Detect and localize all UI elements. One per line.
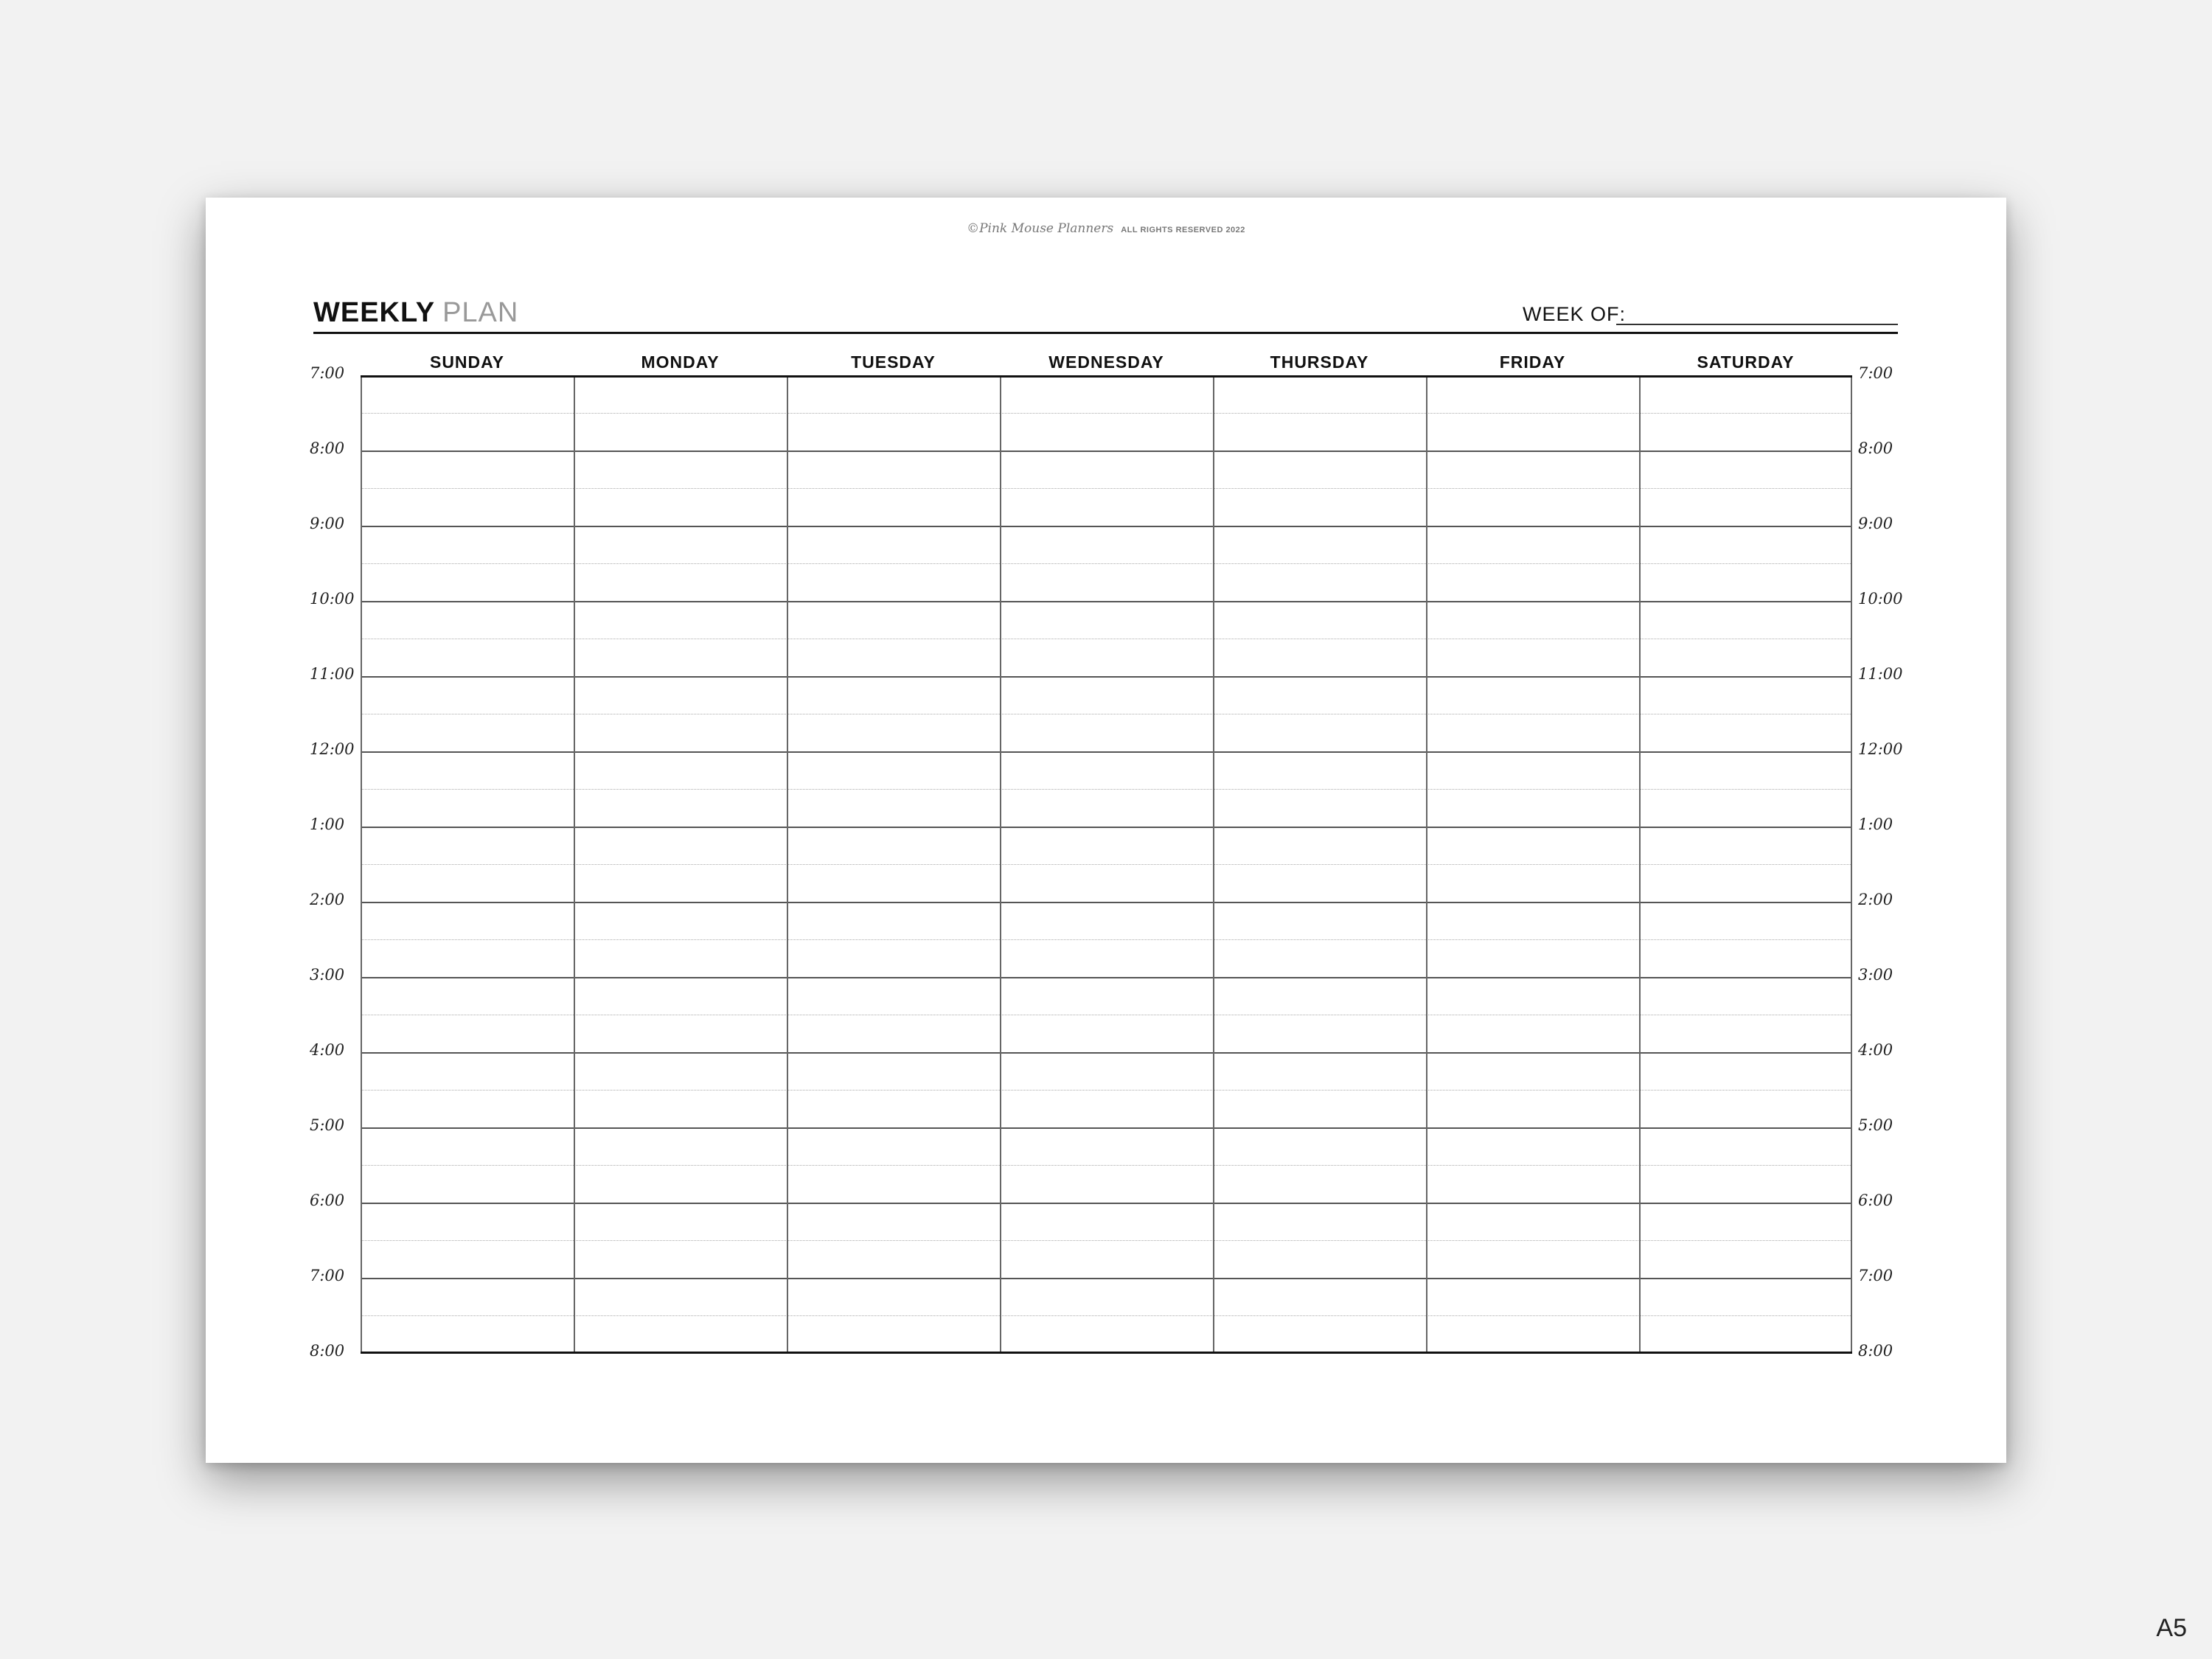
- half-hour-line: [361, 563, 1852, 564]
- day-header-tuesday: TUESDAY: [851, 352, 936, 372]
- time-label-left: 12:00: [310, 740, 355, 758]
- time-label-left: 7:00: [310, 364, 345, 382]
- time-label-right: 6:00: [1858, 1192, 1893, 1209]
- time-label-left: 11:00: [310, 665, 355, 683]
- hour-line: [361, 827, 1852, 828]
- time-label-right: 2:00: [1858, 891, 1893, 908]
- time-label-left: 10:00: [310, 590, 355, 608]
- copyright-notice: [0, 221, 2212, 236]
- paper-size-label: A5: [2156, 1614, 2187, 1642]
- time-label-right: 1:00: [1858, 815, 1893, 833]
- day-header-sunday: SUNDAY: [429, 352, 504, 372]
- half-hour-line: [361, 1090, 1852, 1091]
- hour-line: [361, 977, 1852, 978]
- hour-line: [361, 526, 1852, 527]
- day-column-divider: [1000, 378, 1001, 1352]
- page-title: [313, 297, 518, 329]
- time-label-left: 5:00: [310, 1116, 345, 1134]
- hour-line: [361, 451, 1852, 452]
- time-label-right: 10:00: [1858, 590, 1903, 608]
- half-hour-line: [361, 864, 1852, 865]
- rights-text: ALL RIGHTS RESERVED 2022: [1121, 226, 1245, 234]
- half-hour-line: [361, 939, 1852, 940]
- time-label-left: 2:00: [310, 891, 345, 908]
- time-label-left: 3:00: [310, 966, 345, 984]
- hour-line: [361, 1052, 1852, 1054]
- time-label-right: 5:00: [1858, 1116, 1893, 1134]
- hour-line: [361, 1127, 1852, 1129]
- time-label-left: 4:00: [310, 1041, 345, 1059]
- hour-line: [361, 601, 1852, 602]
- half-hour-line: [361, 1240, 1852, 1241]
- time-label-right: 7:00: [1858, 1267, 1893, 1284]
- hour-line: [361, 751, 1852, 753]
- time-label-right: 3:00: [1858, 966, 1893, 984]
- brand-name: ©Pink Mouse Planners: [967, 221, 1114, 236]
- time-label-left: 8:00: [310, 439, 345, 457]
- day-column-divider: [1851, 378, 1852, 1352]
- time-label-right: 8:00: [1858, 439, 1893, 457]
- time-label-left: 1:00: [310, 815, 345, 833]
- day-column-divider: [1426, 378, 1427, 1352]
- time-label-left: 7:00: [310, 1267, 345, 1284]
- schedule-grid[interactable]: [361, 375, 1852, 1354]
- time-label-right: 9:00: [1858, 515, 1893, 532]
- hour-line: [361, 1203, 1852, 1204]
- day-header-friday: FRIDAY: [1499, 352, 1566, 372]
- time-label-right: 12:00: [1858, 740, 1903, 758]
- day-column-divider: [787, 378, 788, 1352]
- title-bold-word: WEEKLY: [313, 297, 436, 328]
- title-light-word: PLAN: [442, 297, 519, 328]
- day-header-wednesday: WEDNESDAY: [1048, 352, 1164, 372]
- time-label-right: 8:00: [1858, 1342, 1893, 1360]
- title-rule: [313, 332, 1898, 334]
- half-hour-line: [361, 1165, 1852, 1166]
- day-column-divider: [1639, 378, 1641, 1352]
- time-label-right: 4:00: [1858, 1041, 1893, 1059]
- hour-line: [361, 902, 1852, 903]
- time-label-left: 8:00: [310, 1342, 345, 1360]
- half-hour-line: [361, 488, 1852, 489]
- hour-line: [361, 1278, 1852, 1279]
- day-header-saturday: SATURDAY: [1697, 352, 1795, 372]
- week-of-field[interactable]: [1616, 324, 1898, 325]
- hour-line: [361, 676, 1852, 678]
- day-header-monday: MONDAY: [641, 352, 720, 372]
- day-header-thursday: THURSDAY: [1270, 352, 1369, 372]
- time-label-right: 7:00: [1858, 364, 1893, 382]
- half-hour-line: [361, 413, 1852, 414]
- half-hour-line: [361, 1315, 1852, 1316]
- half-hour-line: [361, 789, 1852, 790]
- week-of-label: WEEK OF:: [1523, 303, 1627, 325]
- time-label-right: 11:00: [1858, 665, 1903, 683]
- day-column-divider: [1213, 378, 1214, 1352]
- time-label-left: 6:00: [310, 1192, 345, 1209]
- time-label-left: 9:00: [310, 515, 345, 532]
- day-column-divider: [574, 378, 575, 1352]
